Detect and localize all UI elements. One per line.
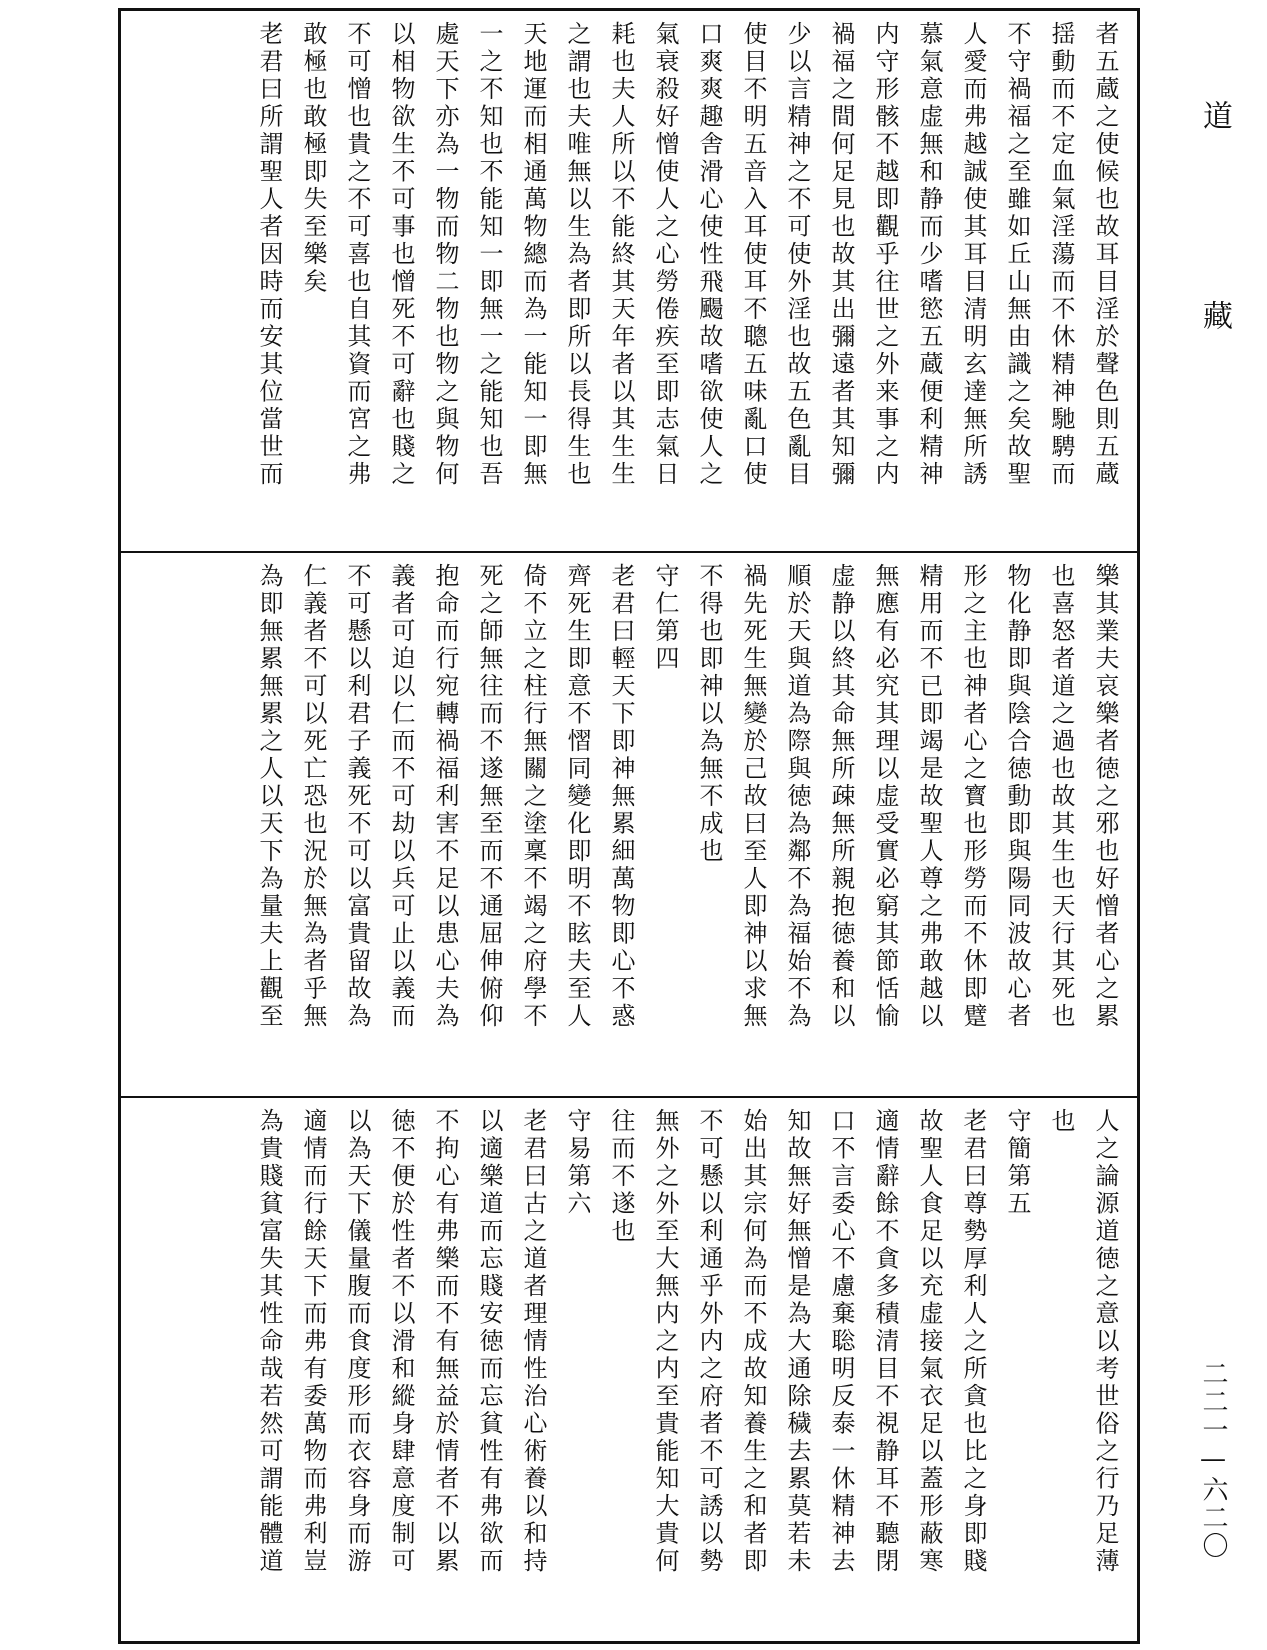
- text-column: 知故無好無憎是為大通除穢去累莫若未: [783, 1108, 811, 1576]
- text-column: 樂其業夫哀樂者徳之邪也好憎者心之累: [1091, 563, 1119, 1031]
- text-column: 倚不立之柱行無關之塗稟不竭之府學不: [519, 563, 547, 1031]
- text-column: 物化静即與陰合徳動即與陽同波故心者: [1003, 563, 1031, 1031]
- text-column: 齊死生即意不慴同變化即明不眩夫至人: [563, 563, 591, 1031]
- text-column: 守仁第四: [651, 563, 679, 673]
- text-column: 無外之外至大無内之内至貴能知大貴何: [651, 1108, 679, 1576]
- text-column: 不可懸以利君子義死不可以富貴留故為: [343, 563, 371, 1031]
- text-column: 也喜怒者道之過也故其生也天行其死也: [1047, 563, 1075, 1031]
- text-column: 禍福之間何足見也故其出彌遠者其知彌: [827, 21, 855, 489]
- text-panel-top: [121, 11, 1137, 551]
- text-column: 不可憎也貴之不可喜也自其資而宮之弗: [343, 21, 371, 489]
- text-column: 以適樂道而忘賤安徳而忘貧性有弗欲而: [475, 1108, 503, 1576]
- text-column: 適情而行餘天下而弗有委萬物而弗利豈: [299, 1108, 327, 1576]
- text-column: 老君曰尊勢厚利人之所貪也比之身即賤: [959, 1108, 987, 1576]
- text-column: 老君曰輕天下即神無累細萬物即心不惑: [607, 563, 635, 1031]
- text-column: 氣衰殺好憎使人之心勞倦疾至即志氣日: [651, 21, 679, 489]
- text-column: 死之師無往而不遂無至而不通屈伸俯仰: [475, 563, 503, 1031]
- text-panel-bottom: [121, 1096, 1137, 1641]
- text-column: 也: [1047, 1108, 1075, 1136]
- text-column: 為即無累無累之人以天下為量夫上觀至: [255, 563, 283, 1031]
- text-column: 形之主也神者心之寳也形勞而不休即躄: [959, 563, 987, 1031]
- text-column: 守簡第五: [1003, 1108, 1031, 1218]
- text-column: 無應有必究其理以虚受實必窮其節恬愉: [871, 563, 899, 1031]
- text-column: 處天下亦為一物而物二物也物之與物何: [431, 21, 459, 489]
- text-column: 不得也即神以為無不成也: [695, 563, 723, 866]
- text-column: 不守禍福之至雖如丘山無由識之矣故聖: [1003, 21, 1031, 489]
- text-columns: [151, 1108, 1127, 1631]
- text-column: 者五蔵之使候也故耳目淫於聲色則五蔵: [1091, 21, 1119, 489]
- text-column: 之謂也夫唯無以生為者即所以長得生也: [563, 21, 591, 489]
- text-column: 口爽爽趣舎滑心使性飛颺故嗜欲使人之: [695, 21, 723, 489]
- text-columns: [151, 563, 1127, 1086]
- text-column: 耗也夫人所以不能終其天年者以其生生: [607, 21, 635, 489]
- text-column: 徳不便於性者不以滑和縱身肆意度制可: [387, 1108, 415, 1576]
- text-column: 適情辭餘不貪多積清目不視静耳不聽閉: [871, 1108, 899, 1576]
- text-column: 口不言委心不慮棄聡明反泰一休精神去: [827, 1108, 855, 1576]
- text-column: 義者可迫以仁而不可劫以兵可止以義而: [387, 563, 415, 1031]
- text-column: 老君曰所謂聖人者因時而安其位當世而: [255, 21, 283, 489]
- text-column: 以相物欲生不可事也憎死不可辭也賤之: [387, 21, 415, 489]
- text-column: 使目不明五音入耳使耳不聰五味亂口使: [739, 21, 767, 489]
- margin-title-char: 藏: [1197, 300, 1232, 330]
- text-column: 少以言精神之不可使外淫也故五色亂目: [783, 21, 811, 489]
- text-column: 仁義者不可以死亡恐也況於無為者乎無: [299, 563, 327, 1031]
- text-column: 往而不遂也: [607, 1108, 635, 1246]
- text-column: 慕氣意虚無和静而少嗜慾五蔵便利精神: [915, 21, 943, 489]
- text-column: 為貴賤貧富失其性命哉若然可謂能體道: [255, 1108, 283, 1576]
- text-column: 敢極也敢極即失至樂矣: [299, 21, 327, 296]
- page-number: 二二一—六二〇: [1198, 1360, 1228, 1560]
- text-column: 禍先死生無變於己故曰至人即神以求無: [739, 563, 767, 1031]
- text-column: 不拘心有弗樂而不有無益於情者不以累: [431, 1108, 459, 1576]
- text-column: 順於天與道為際與徳為鄰不為福始不為: [783, 563, 811, 1031]
- page-frame: [118, 8, 1140, 1644]
- text-column: 守易第六: [563, 1108, 591, 1218]
- text-column: 不可懸以利通乎外内之府者不可誘以勢: [695, 1108, 723, 1576]
- text-column: 始出其宗何為而不成故知養生之和者即: [739, 1108, 767, 1576]
- text-column: 内守形骸不越即觀乎往世之外来事之内: [871, 21, 899, 489]
- text-column: 天地運而相通萬物總而為一能知一即無: [519, 21, 547, 489]
- text-column: 抱命而行宛轉禍福利害不足以患心夫為: [431, 563, 459, 1031]
- text-columns: [151, 21, 1127, 541]
- text-column: 故聖人食足以充虚接氣衣足以蓋形蔽寒: [915, 1108, 943, 1576]
- text-column: 人之論源道徳之意以考世俗之行乃足薄: [1091, 1108, 1119, 1576]
- text-column: 以為天下儀量腹而食度形而衣容身而游: [343, 1108, 371, 1576]
- text-column: 人愛而弗越誠使其耳目清明玄達無所誘: [959, 21, 987, 489]
- text-column: 一之不知也不能知一即無一之能知也吾: [475, 21, 503, 489]
- text-column: 虚静以終其命無所疎無所親抱徳養和以: [827, 563, 855, 1031]
- text-column: 精用而不已即竭是故聖人尊之弗敢越以: [915, 563, 943, 1031]
- text-column: 老君曰古之道者理情性治心術養以和持: [519, 1108, 547, 1576]
- margin-title-char: 道: [1197, 100, 1232, 130]
- text-panel-middle: [121, 551, 1137, 1096]
- text-column: 揺動而不定血氣淫蕩而不休精神馳騁而: [1047, 21, 1075, 489]
